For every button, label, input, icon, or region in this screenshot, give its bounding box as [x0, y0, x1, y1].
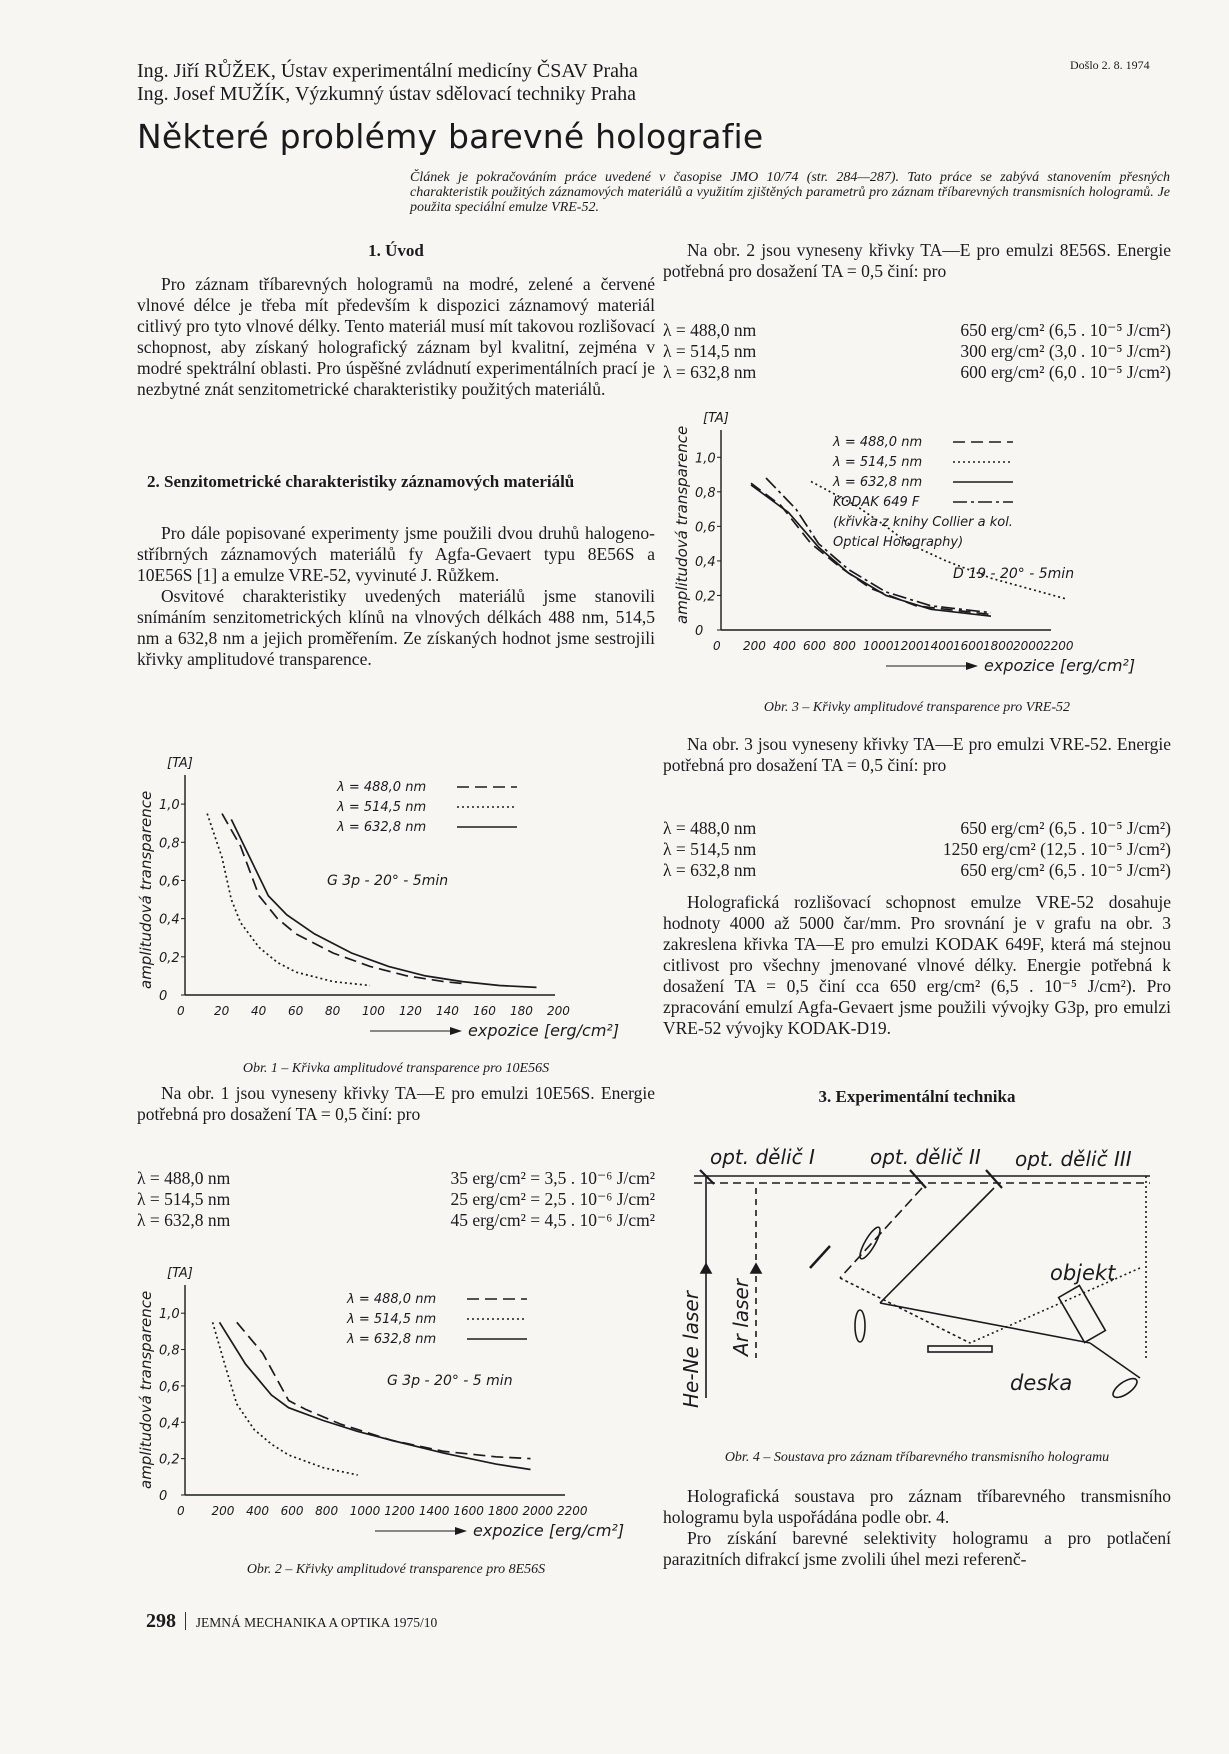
figure-4-diagram [670, 1128, 1170, 1428]
section-1-text [137, 274, 655, 400]
y-tick-label: 0,6 [159, 874, 180, 890]
lens-2 [855, 1310, 865, 1342]
wavelength-label: λ = 514,5 nm [663, 341, 757, 361]
x-tick-label: 1400 [923, 639, 954, 653]
legend-entry: λ = 514,5 nm [337, 800, 427, 815]
x-tick-label: 200 [211, 1504, 235, 1518]
legend-entry: KODAK 649 F [833, 495, 920, 510]
section-3-heading: 3. Experimentální technika [818, 1087, 1016, 1106]
wavelength-label: λ = 488,0 nm [663, 320, 757, 340]
y-axis-title: amplitudová transparence [137, 1290, 155, 1489]
fig1-value-row [137, 1189, 655, 1210]
wavelength-label: λ = 488,0 nm [663, 818, 757, 838]
splitter-2-mirror [910, 1170, 926, 1188]
chart-note: D 19 - 20° - 5min [953, 566, 1075, 582]
fig1-paragraph [137, 1083, 655, 1125]
chart-note: G 3p - 20° - 5 min [387, 1373, 513, 1389]
x-tick-label: 1000 [863, 639, 894, 653]
energy-value: 650 erg/cm² (6,5 . 10⁻⁵ J/cm²) [960, 818, 1171, 838]
x-tick-label: 40 [251, 1004, 267, 1018]
object-box [1059, 1285, 1106, 1342]
series-line-1 [207, 814, 370, 986]
x-tick-label: 60 [288, 1004, 304, 1018]
legend-entry: λ = 514,5 nm [347, 1312, 437, 1327]
right-paragraph-1 [663, 240, 1171, 282]
x-tick-label: 0 [177, 1504, 185, 1518]
energy-value: 650 erg/cm² (6,5 . 10⁻⁵ J/cm²) [960, 320, 1171, 340]
right-paragraph-3 [663, 892, 1171, 1039]
figure-1-caption: Obr. 1 – Křivka amplitudové transparence pro 10E56S [242, 1061, 550, 1076]
y-tick-label: 0,6 [159, 1379, 180, 1395]
y-tick-label: 1,0 [159, 1307, 180, 1323]
section-2-paragraph-2: Osvitové charakteristiky uvedených materiálů jsme stanovili snímáním senzitometrických klínů na vlnových délkách 488 nm, 514,5 nm a 632,8 nm a jejich proměřením. Ze získaných hodnot jsme sestrojili křivky amplitudové transparence. [137, 586, 655, 669]
wavelength-label: λ = 632,8 nm [663, 860, 757, 880]
right-paragraph-3-text: Holografická rozlišovací schopnost emulze VRE-52 dosahuje hodnoty 4000 až 5000 čar/mm. Pro srovnání je v grafu na obr. 3 zakreslena křivka TA—E pro emulzi KODAK 649F, která má stejnou citlivost pro všechny jmenované vlnové délky. Energie potřebná k dosažení TA = 0,5 činí cca 650 erg/cm² (6,5 . 10⁻⁵ J/cm²). Pro zpracování emulzí Agfa-Gevaert jsme použili vývojky G3p, pro emulzi VRE-52 vývojky KODAK-D19. [663, 892, 1171, 1038]
x-tick-label: 1000 [349, 1504, 381, 1518]
y-axis-title: amplitudová transparence [137, 790, 155, 989]
page-footer [146, 1610, 437, 1633]
x-axis-title: expozice [erg/cm²] [984, 656, 1136, 675]
author-line-1: Ing. Jiří RŮŽEK, Ústav experimentální medicíny ČSAV Praha [137, 60, 638, 82]
figure-1-chart [137, 745, 655, 1055]
figure-2-caption: Obr. 2 – Křivky amplitudové transparence pro 8E56S [246, 1562, 546, 1577]
x-tick-label: 1800 [487, 1504, 519, 1518]
wavelength-label: λ = 632,8 nm [137, 1210, 231, 1230]
label-splitter-1: opt. dělič I [710, 1145, 815, 1169]
section-3-paragraph-1: Holografická soustava pro záznam tříbarevného transmisního hologramu byla uspořádána podle obr. 4. [663, 1486, 1171, 1527]
y-unit-label: [TA] [167, 756, 193, 771]
fig2-value-row [663, 341, 1171, 362]
series-line-0 [222, 814, 463, 984]
chart-note: G 3p - 20° - 5min [327, 873, 449, 889]
plate [928, 1346, 992, 1352]
section-2-heading: 2. Senzitometrické charakteristiky záznamových materiálů [147, 472, 575, 491]
section-2-text [137, 523, 655, 670]
legend-entry: λ = 632,8 nm [337, 820, 427, 835]
section-3-paragraph-2: Pro získání barevné selektivity hologramu a pro potlačení parazitních difrakcí jsme zvolili úhel mezi referenč- [663, 1528, 1171, 1569]
x-tick-label: 1200 [893, 639, 924, 653]
x-axis-title: expozice [erg/cm²] [473, 1521, 625, 1540]
x-tick-label: 200 [743, 639, 766, 653]
y-tick-label: 0,6 [695, 520, 716, 536]
y-tick-label: 0 [159, 1489, 168, 1504]
y-tick-label: 0,4 [159, 912, 180, 928]
x-tick-label: 0 [713, 639, 721, 653]
y-tick-label: 0,2 [159, 950, 180, 966]
y-unit-label: [TA] [167, 1266, 193, 1281]
label-hene-laser: He-Ne laser [679, 1291, 703, 1408]
legend-entry: λ = 488,0 nm [337, 780, 427, 795]
x-tick-label: 800 [315, 1504, 339, 1518]
splitter-1-mirror [700, 1170, 714, 1184]
x-tick-label: 1600 [953, 639, 984, 653]
x-tick-label: 20 [214, 1004, 230, 1018]
label-ar-laser: Ar laser [729, 1278, 753, 1356]
y-tick-label: 0,4 [695, 554, 716, 570]
figure-3-chart [663, 400, 1171, 700]
right-paragraph-2 [663, 734, 1171, 776]
section-1-heading: 1. Úvod [368, 241, 424, 260]
x-tick-label: 200 [547, 1004, 570, 1018]
x-tick-label: 80 [325, 1004, 341, 1018]
y-tick-label: 1,0 [159, 798, 180, 814]
section-3-text [663, 1486, 1171, 1570]
object-beam-2 [880, 1303, 1090, 1343]
footer-divider [185, 1612, 186, 1630]
fig3-value-row [663, 839, 1171, 860]
legend-entry: λ = 632,8 nm [347, 1332, 437, 1347]
wavelength-label: λ = 514,5 nm [137, 1189, 231, 1209]
lens-3 [1110, 1375, 1140, 1401]
x-tick-label: 1600 [453, 1504, 484, 1518]
legend-entry: Optical Holography) [833, 535, 964, 550]
x-tick-label: 180 [510, 1004, 533, 1018]
y-tick-label: 0,8 [695, 485, 716, 501]
y-tick-label: 1,0 [695, 451, 716, 467]
fig1-value-row [137, 1210, 655, 1231]
y-unit-label: [TA] [703, 411, 729, 426]
x-tick-label: 400 [773, 639, 796, 653]
abstract: Článek je pokračováním práce uvedené v časopise JMO 10/74 (str. 284—287). Tato práce se zabývá stanovením přesných charakteristik použitých záznamových materiálů a využitím zjištěných parametrů pro záznam tříbarevných transmisních hologramů. Je použita speciální emulze VRE-52. [410, 170, 1170, 215]
hene-arrow [701, 1264, 711, 1273]
fig1-paragraph-intro: Na obr. 1 jsou vyneseny křivky TA—E pro emulzi 10E56S. Energie potřebná pro dosažení TA = 0,5 činí: pro [137, 1083, 655, 1124]
fig1-value-row [137, 1168, 655, 1189]
article-title: Některé problémy barevné holografie [137, 117, 764, 156]
x-axis-arrowhead [966, 662, 978, 670]
section-2-paragraph-1: Pro dále popisované experimenty jsme použili dvou druhů halogeno-stříbrných záznamových materiálů fy Agfa-Gevaert typu 8E56S a 10E56S [1] a emulze VRE-52, vyvinuté J. Růžkem. [137, 523, 655, 585]
y-tick-label: 0 [159, 989, 168, 1004]
x-tick-label: 2200 [1043, 639, 1074, 653]
y-tick-label: 0 [695, 624, 704, 639]
x-tick-label: 2000 [522, 1504, 554, 1518]
y-axis-title: amplitudová transparence [673, 425, 691, 624]
x-tick-label: 600 [803, 639, 826, 653]
section-1-paragraph: Pro záznam tříbarevných hologramů na modré, zelené a červené vlnové délce je třeba mít především k dispozici záznamový materiál citlivý pro tyto vlnové délky. Tento materiál musí mít takovou rozlišovací schopnost, aby získaný holografický záznam byl kvalitní, zejména v modré spektrální oblasti. Pro úspěšné zvládnutí experimentálních prací je nezbytné znát senzitometrické charakteristiky použitých materiálů. [137, 274, 655, 399]
energy-value: 25 erg/cm² = 2,5 . 10⁻⁶ J/cm² [450, 1189, 655, 1209]
y-tick-label: 0,8 [159, 1343, 180, 1359]
x-axis-arrowhead [450, 1027, 462, 1035]
legend-entry: λ = 488,0 nm [833, 435, 923, 450]
y-tick-label: 0,2 [159, 1452, 180, 1468]
wavelength-label: λ = 632,8 nm [663, 362, 757, 382]
x-tick-label: 160 [473, 1004, 496, 1018]
y-tick-label: 0,4 [159, 1416, 180, 1432]
fig3-value-row [663, 860, 1171, 881]
fig2-values [663, 320, 1171, 383]
x-tick-label: 1800 [983, 639, 1014, 653]
right-paragraph-1-intro: Na obr. 2 jsou vyneseny křivky TA—E pro emulzi 8E56S. Energie potřebná pro dosažení TA = 0,5 činí: pro [663, 240, 1171, 281]
label-objekt: objekt [1050, 1261, 1116, 1285]
figure-2-chart [137, 1255, 655, 1555]
wavelength-label: λ = 488,0 nm [137, 1168, 231, 1188]
x-tick-label: 1200 [384, 1504, 415, 1518]
ref-beam [840, 1188, 922, 1278]
x-axis-title: expozice [erg/cm²] [468, 1021, 620, 1040]
x-tick-label: 400 [246, 1504, 269, 1518]
x-tick-label: 1400 [418, 1504, 450, 1518]
legend-entry: λ = 514,5 nm [833, 455, 923, 470]
energy-value: 45 erg/cm² = 4,5 . 10⁻⁶ J/cm² [450, 1210, 655, 1230]
x-tick-label: 600 [280, 1504, 304, 1518]
y-tick-label: 0,8 [159, 836, 180, 852]
x-axis-arrowhead [455, 1527, 467, 1535]
x-tick-label: 800 [833, 639, 856, 653]
energy-value: 35 erg/cm² = 3,5 . 10⁻⁶ J/cm² [450, 1168, 655, 1188]
wavelength-label: λ = 514,5 nm [663, 839, 757, 859]
page-number: 298 [146, 1610, 176, 1632]
journal-name: JEMNÁ MECHANIKA A OPTIKA 1975/10 [195, 1615, 438, 1630]
lens-1 [857, 1225, 884, 1261]
x-tick-label: 2200 [557, 1504, 588, 1518]
legend-entry: (křivka z knihy Collier a kol. [833, 515, 1013, 530]
fig3-value-row [663, 818, 1171, 839]
ref-beam-2 [880, 1188, 994, 1303]
figure-4-caption: Obr. 4 – Soustava pro záznam tříbarevného transmisního hologramu [724, 1450, 1110, 1465]
energy-value: 650 erg/cm² (6,5 . 10⁻⁵ J/cm²) [960, 860, 1171, 880]
legend-entry: λ = 632,8 nm [833, 475, 923, 490]
fig2-value-row [663, 320, 1171, 341]
label-splitter-3: opt. dělič III [1015, 1147, 1132, 1171]
energy-value: 1250 erg/cm² (12,5 . 10⁻⁵ J/cm²) [942, 839, 1171, 859]
x-tick-label: 0 [177, 1004, 185, 1018]
series-line-2 [231, 819, 536, 987]
author-line-2: Ing. Josef MUŽÍK, Výzkumný ústav sdělovací techniky Praha [137, 83, 636, 105]
legend-entry: λ = 488,0 nm [347, 1292, 437, 1307]
object-light-2 [1090, 1343, 1140, 1378]
fig2-value-row [663, 362, 1171, 383]
energy-value: 300 erg/cm² (3,0 . 10⁻⁵ J/cm²) [960, 341, 1171, 361]
y-tick-label: 0,2 [695, 589, 716, 605]
mirror-small [810, 1246, 830, 1268]
x-tick-label: 100 [362, 1004, 385, 1018]
x-tick-label: 140 [436, 1004, 459, 1018]
right-paragraph-2-intro: Na obr. 3 jsou vyneseny křivky TA—E pro emulzi VRE-52. Energie potřebná pro dosažení TA = 0,5 činí: pro [663, 734, 1171, 775]
x-tick-label: 120 [399, 1004, 422, 1018]
fig3-values [663, 818, 1171, 881]
received-date: Došlo 2. 8. 1974 [1070, 58, 1150, 72]
label-deska: deska [1010, 1371, 1073, 1395]
x-tick-label: 2000 [1013, 639, 1044, 653]
energy-value: 600 erg/cm² (6,0 . 10⁻⁵ J/cm²) [960, 362, 1171, 382]
ar-arrow [751, 1264, 761, 1273]
figure-3-caption: Obr. 3 – Křivky amplitudové transparence pro VRE-52 [763, 700, 1071, 715]
label-splitter-2: opt. dělič II [870, 1145, 981, 1169]
splitter-3-mirror [986, 1170, 1002, 1188]
fig1-values [137, 1168, 655, 1231]
